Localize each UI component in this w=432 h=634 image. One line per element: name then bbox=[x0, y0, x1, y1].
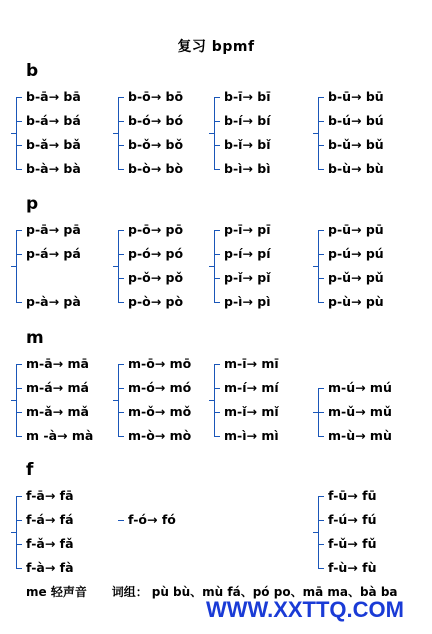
brace-point bbox=[313, 133, 319, 134]
syllable-row bbox=[26, 161, 81, 176]
syllable-text: f-ā→ fā bbox=[26, 488, 74, 503]
syllable-text: f-ǎ→ fǎ bbox=[26, 536, 74, 551]
syllable-text: p-ǔ→ pǔ bbox=[328, 270, 384, 285]
syllable-text: f-à→ fà bbox=[26, 560, 74, 575]
brace-tick bbox=[118, 254, 124, 255]
brace-tick bbox=[318, 412, 324, 413]
syllable-row bbox=[224, 294, 270, 309]
syllable-row bbox=[328, 161, 384, 176]
brace-tick bbox=[318, 278, 324, 279]
syllable-row bbox=[128, 161, 183, 176]
syllable-row bbox=[328, 294, 384, 309]
syllable-text: b-ó→ bó bbox=[128, 113, 184, 128]
brace-tick bbox=[118, 364, 124, 365]
brace-point bbox=[11, 532, 17, 533]
syllable-text: b-í→ bí bbox=[224, 113, 271, 128]
words-label: 词组： bbox=[111, 585, 148, 599]
brace-tick bbox=[318, 302, 324, 303]
syllable-row bbox=[328, 113, 384, 128]
brace-tick bbox=[118, 121, 124, 122]
syllable-text: m-ò→ mò bbox=[128, 428, 192, 443]
syllable-row bbox=[328, 270, 384, 285]
syllable-row bbox=[26, 488, 74, 503]
brace-tick bbox=[318, 436, 324, 437]
syllable-text: p-ō→ pō bbox=[128, 222, 184, 237]
brace-tick bbox=[118, 388, 124, 389]
brace-tick bbox=[214, 436, 220, 437]
brace-point bbox=[209, 266, 215, 267]
syllable-row bbox=[328, 512, 376, 527]
brace-tick bbox=[16, 364, 22, 365]
syllable-row bbox=[224, 246, 270, 261]
syllable-row bbox=[128, 270, 183, 285]
syllable-row bbox=[128, 294, 183, 309]
brace-tick bbox=[16, 436, 22, 437]
syllable-text: m-ǒ→ mǒ bbox=[128, 404, 192, 419]
brace-tick bbox=[318, 254, 324, 255]
syllable-text: m-ù→ mù bbox=[328, 428, 392, 443]
syllable-row bbox=[328, 488, 376, 503]
syllable-row bbox=[328, 560, 376, 575]
brace-tick bbox=[214, 169, 220, 170]
brace-tick bbox=[214, 254, 220, 255]
syllable-row bbox=[328, 89, 384, 104]
syllable-text: b-ǎ→ bǎ bbox=[26, 137, 81, 152]
syllable-text: m-ō→ mō bbox=[128, 356, 192, 371]
syllable-text: m-ó→ mó bbox=[128, 380, 192, 395]
syllable-row bbox=[224, 161, 270, 176]
syllable-text: b-ì→ bì bbox=[224, 161, 271, 176]
syllable-text: p-ò→ pò bbox=[128, 294, 184, 309]
brace-tick bbox=[16, 230, 22, 231]
brace-tick bbox=[318, 520, 324, 521]
brace-tick bbox=[16, 254, 22, 255]
syllable-text: b-ǔ→ bǔ bbox=[328, 137, 384, 152]
brace-tick bbox=[16, 97, 22, 98]
brace-tick bbox=[16, 121, 22, 122]
syllable-text: m-ǎ→ mǎ bbox=[26, 404, 89, 419]
syllable-row bbox=[26, 512, 74, 527]
syllable-row bbox=[224, 356, 279, 371]
syllable-row bbox=[26, 560, 74, 575]
syllable-row bbox=[224, 404, 279, 419]
brace-tick bbox=[118, 145, 124, 146]
syllable-row bbox=[26, 89, 81, 104]
syllable-row bbox=[26, 428, 93, 443]
syllable-row bbox=[224, 89, 270, 104]
syllable-text: f-ù→ fù bbox=[328, 560, 377, 575]
syllable-row bbox=[128, 428, 191, 443]
brace-tick bbox=[118, 302, 124, 303]
brace-point bbox=[313, 266, 319, 267]
brace-tick bbox=[318, 169, 324, 170]
syllable-text: b-ō→ bō bbox=[128, 89, 184, 104]
syllable-text: p-ǒ→ pǒ bbox=[128, 270, 184, 285]
brace-point bbox=[113, 400, 119, 401]
section-letter-m: m bbox=[26, 328, 44, 348]
neutral-tone-label: me 轻声音 bbox=[26, 585, 87, 599]
brace-point bbox=[209, 133, 215, 134]
syllable-text: b-à→ bà bbox=[26, 161, 81, 176]
brace-tick bbox=[214, 412, 220, 413]
brace-tick bbox=[16, 520, 22, 521]
syllable-row bbox=[26, 536, 74, 551]
syllable-row bbox=[26, 246, 81, 261]
brace-point bbox=[313, 532, 319, 533]
brace-point bbox=[11, 400, 17, 401]
brace-tick bbox=[214, 302, 220, 303]
brace-tick bbox=[118, 436, 124, 437]
brace-tick bbox=[118, 169, 124, 170]
syllable-row bbox=[328, 246, 384, 261]
brace-tick bbox=[118, 97, 124, 98]
brace-tick bbox=[16, 496, 22, 497]
syllable-row bbox=[128, 246, 183, 261]
section-letter-p: p bbox=[26, 194, 39, 214]
brace-tick bbox=[118, 412, 124, 413]
section-letter-f: f bbox=[26, 460, 34, 480]
brace-tick bbox=[214, 121, 220, 122]
syllable-text: p-ǐ→ pǐ bbox=[224, 270, 271, 285]
brace-tick bbox=[16, 302, 22, 303]
brace-tick bbox=[214, 145, 220, 146]
syllable-text: b-ù→ bù bbox=[328, 161, 384, 176]
brace-tick bbox=[318, 568, 324, 569]
syllable-row bbox=[224, 380, 279, 395]
syllable-row bbox=[128, 404, 191, 419]
syllable-text: b-ú→ bú bbox=[328, 113, 384, 128]
syllable-text: b-ī→ bī bbox=[224, 89, 271, 104]
syllable-row bbox=[128, 356, 191, 371]
syllable-row bbox=[26, 380, 89, 395]
syllable-row bbox=[224, 428, 279, 443]
syllable-row bbox=[26, 222, 81, 237]
brace-tick bbox=[318, 230, 324, 231]
syllable-text: p-ú→ pú bbox=[328, 246, 384, 261]
syllable-text: b-ā→ bā bbox=[26, 89, 81, 104]
syllable-row bbox=[328, 536, 376, 551]
syllable-text: b-ǐ→ bǐ bbox=[224, 137, 271, 152]
syllable-text: p-ā→ pā bbox=[26, 222, 81, 237]
syllable-row bbox=[26, 137, 81, 152]
syllable-text: p-ī→ pī bbox=[224, 222, 271, 237]
page-title: 复习 bpmf bbox=[177, 39, 255, 55]
brace-point bbox=[113, 266, 119, 267]
syllable-row bbox=[224, 137, 270, 152]
syllable-text: m-ǐ→ mǐ bbox=[224, 404, 279, 419]
brace-point bbox=[11, 133, 17, 134]
syllable-row bbox=[224, 270, 270, 285]
brace-tick bbox=[16, 388, 22, 389]
brace-tick bbox=[318, 145, 324, 146]
syllable-row bbox=[128, 222, 183, 237]
brace-tick bbox=[214, 278, 220, 279]
brace-tick bbox=[16, 169, 22, 170]
syllable-row bbox=[328, 428, 392, 443]
syllable-text: m-ú→ mú bbox=[328, 380, 392, 395]
syllable-row bbox=[128, 137, 183, 152]
syllable-text: p-ì→ pì bbox=[224, 294, 271, 309]
brace-tick bbox=[16, 145, 22, 146]
syllable-text: m-á→ má bbox=[26, 380, 89, 395]
syllable-text: m-ī→ mī bbox=[224, 356, 279, 371]
syllable-row bbox=[128, 113, 183, 128]
brace-tick bbox=[118, 230, 124, 231]
syllable-text: b-ǒ→ bǒ bbox=[128, 137, 184, 152]
syllable-row bbox=[328, 380, 392, 395]
brace-point bbox=[113, 133, 119, 134]
brace-tick bbox=[318, 97, 324, 98]
brace-tick bbox=[214, 388, 220, 389]
brace-tick bbox=[214, 364, 220, 365]
brace-tick bbox=[318, 388, 324, 389]
syllable-text: p-í→ pí bbox=[224, 246, 271, 261]
brace-tick bbox=[214, 97, 220, 98]
brace-tick bbox=[318, 496, 324, 497]
syllable-text: b-á→ bá bbox=[26, 113, 81, 128]
brace-tick bbox=[318, 544, 324, 545]
syllable-text: f-ú→ fú bbox=[328, 512, 377, 527]
brace-tick bbox=[214, 230, 220, 231]
syllable-text: p-ó→ pó bbox=[128, 246, 184, 261]
site-watermark: WWW.XXTTQ.COM bbox=[206, 597, 404, 622]
syllable-text: m-ā→ mā bbox=[26, 356, 89, 371]
words-list: pù bù、mù fá、pó po、mā ma、bà ba bbox=[151, 585, 398, 599]
syllable-text: m -à→ mà bbox=[26, 428, 94, 443]
syllable-row bbox=[26, 113, 81, 128]
syllable-text: p-ū→ pū bbox=[328, 222, 384, 237]
syllable-text: m-ǔ→ mǔ bbox=[328, 404, 392, 419]
syllable-text: b-ū→ bū bbox=[328, 89, 384, 104]
syllable-row bbox=[328, 404, 392, 419]
brace-tick bbox=[16, 568, 22, 569]
syllable-text: m-í→ mí bbox=[224, 380, 279, 395]
syllable-text: m-ì→ mì bbox=[224, 428, 279, 443]
syllable-text: f-ó→ fó bbox=[128, 512, 176, 527]
syllable-row bbox=[328, 137, 384, 152]
brace-tick bbox=[118, 278, 124, 279]
brace-point bbox=[11, 266, 17, 267]
brace-tick bbox=[318, 121, 324, 122]
syllable-text: b-ò→ bò bbox=[128, 161, 184, 176]
brace-point bbox=[209, 400, 215, 401]
syllable-row bbox=[224, 113, 270, 128]
syllable-row bbox=[224, 222, 270, 237]
syllable-text: f-á→ fá bbox=[26, 512, 74, 527]
syllable-text: p-ù→ pù bbox=[328, 294, 384, 309]
brace-tick bbox=[16, 544, 22, 545]
section-letter-b: b bbox=[26, 61, 39, 81]
brace-tick bbox=[118, 520, 124, 521]
syllable-text: f-ū→ fū bbox=[328, 488, 377, 503]
syllable-row bbox=[26, 356, 89, 371]
syllable-row bbox=[26, 404, 89, 419]
syllable-row bbox=[128, 380, 191, 395]
syllable-row bbox=[26, 294, 81, 309]
brace-tick bbox=[16, 412, 22, 413]
syllable-text: p-à→ pà bbox=[26, 294, 81, 309]
syllable-row bbox=[328, 222, 384, 237]
syllable-row bbox=[128, 89, 183, 104]
syllable-text: f-ǔ→ fǔ bbox=[328, 536, 377, 551]
syllable-row bbox=[128, 512, 176, 527]
syllable-text: p-á→ pá bbox=[26, 246, 81, 261]
